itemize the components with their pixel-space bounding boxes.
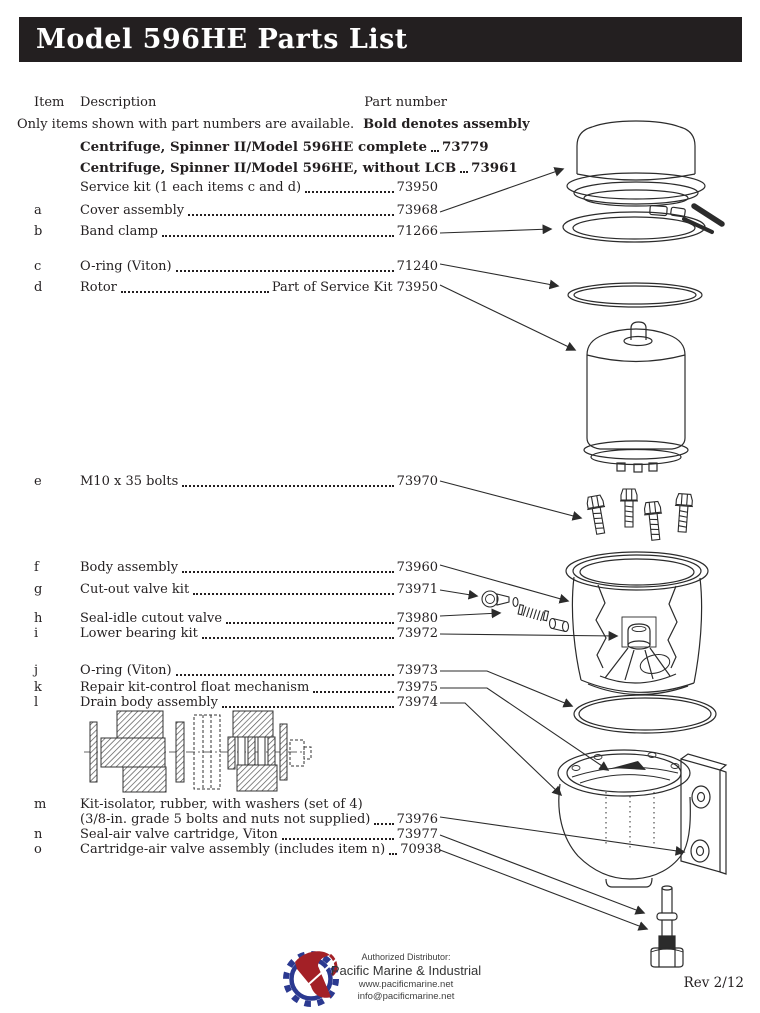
item-letter: h	[34, 611, 43, 626]
item-letter: m	[34, 797, 47, 812]
part-number: 73973	[396, 663, 438, 678]
part-description: Cut-out valve kit	[80, 582, 190, 597]
column-header-description: Description	[80, 95, 157, 110]
isolator-kit-illustration	[84, 711, 311, 792]
item-letter: g	[34, 582, 43, 597]
revision-label: Rev 2/12	[683, 975, 744, 991]
part-number: 73779	[441, 139, 489, 155]
item-letter: b	[34, 224, 43, 239]
distributor-website: www.pacificmarine.net	[358, 979, 454, 990]
part-number: 71240	[396, 259, 438, 274]
distributor-label: Authorized Distributor:	[361, 952, 451, 962]
item-letter: o	[34, 842, 42, 857]
part-number: 73950	[396, 180, 438, 195]
part-description: Lower bearing kit	[80, 626, 198, 641]
distributor-block	[320, 952, 492, 1002]
o-ring-upper-illustration	[568, 283, 702, 307]
note-bold: Bold denotes assembly	[363, 117, 530, 132]
part-description: O-ring (Viton)	[80, 259, 172, 274]
part-description: Seal-air valve cartridge, Viton	[80, 827, 278, 842]
part-number: 73972	[396, 626, 438, 641]
column-header-item: Item	[34, 95, 65, 110]
page-title: Model 596HE Parts List	[36, 24, 408, 55]
part-number-prefix: Part of Service Kit	[271, 280, 393, 295]
item-letter: c	[34, 259, 42, 274]
part-number: 71266	[396, 224, 438, 239]
part-description: Band clamp	[80, 224, 158, 239]
item-letter: n	[34, 827, 43, 842]
part-description: Service kit (1 each items c and d)	[80, 180, 302, 195]
part-description: Centrifuge, Spinner II/Model 596HE, without LCB	[80, 160, 457, 176]
part-number: 73950	[396, 280, 438, 295]
drain-body-assembly-illustration	[558, 750, 726, 887]
distributor-name: Pacific Marine & Industrial	[330, 963, 482, 978]
m10-bolts-illustration	[585, 489, 694, 541]
distributor-email: info@pacificmarine.net	[357, 991, 455, 1002]
item-letter: f	[34, 560, 39, 575]
part-number: 73971	[396, 582, 438, 597]
column-header-part-number: Part number	[364, 95, 447, 110]
part-number: 73976	[396, 812, 438, 827]
part-description: (3/8-in. grade 5 bolts and nuts not supplied)	[80, 812, 371, 827]
item-letter: e	[34, 474, 42, 489]
o-ring-lower-illustration	[574, 695, 716, 733]
item-letter: d	[34, 280, 43, 295]
part-number: 70938	[400, 842, 442, 857]
air-valve-cartridge-illustration	[651, 886, 683, 967]
rotor-illustration	[584, 322, 688, 472]
note-regular: Only items shown with part numbers are available.	[17, 117, 355, 132]
part-description: Kit-isolator, rubber, with washers (set of 4)	[80, 797, 363, 812]
part-description: Cartridge-air valve assembly (includes item n)	[80, 842, 386, 857]
part-number: 73970	[396, 474, 438, 489]
cover-assembly-illustration	[567, 121, 705, 206]
part-number: 73961	[471, 160, 518, 176]
item-letter: j	[34, 663, 39, 678]
body-assembly-illustration	[566, 552, 708, 695]
part-description: Body assembly	[80, 560, 179, 575]
part-number: 73960	[396, 560, 438, 575]
part-description: O-ring (Viton)	[80, 663, 172, 678]
part-description: M10 x 35 bolts	[80, 474, 179, 489]
item-letter: l	[34, 695, 39, 710]
item-letter: k	[34, 680, 42, 695]
part-number: 73975	[396, 680, 438, 695]
item-letter: a	[34, 203, 42, 218]
part-description: Drain body assembly	[80, 695, 218, 710]
part-number: 73974	[396, 695, 438, 710]
part-description: Cover assembly	[80, 203, 185, 218]
part-description: Centrifuge, Spinner II/Model 596HE complete	[80, 139, 427, 155]
part-number: 73977	[396, 827, 438, 842]
seal-idle-cutout-valve-illustration	[518, 605, 568, 632]
part-number: 73968	[396, 203, 438, 218]
part-description: Seal-idle cutout valve	[80, 611, 223, 626]
part-description: Rotor	[80, 280, 117, 295]
part-description: Repair kit-control float mechanism	[80, 680, 310, 695]
part-number: 73980	[396, 611, 438, 626]
item-letter: i	[34, 626, 39, 641]
cut-out-valve-kit-illustration	[482, 591, 518, 607]
band-clamp-illustration	[563, 205, 722, 242]
